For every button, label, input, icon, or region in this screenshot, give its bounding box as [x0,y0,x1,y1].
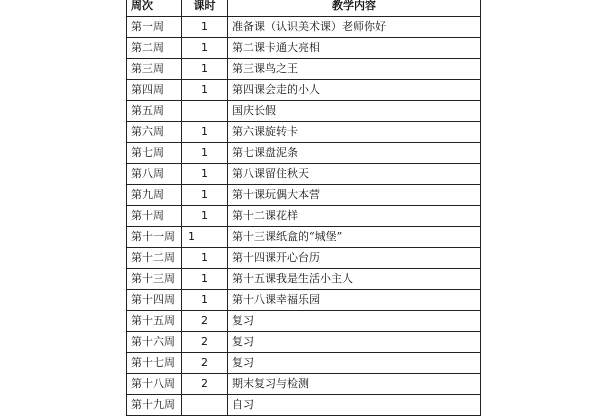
content-cell: 第十八课幸福乐园 [228,290,481,311]
week-cell: 第十三周 [127,269,182,290]
content-cell: 第三课鸟之王 [228,59,481,80]
content-cell: 第十三课纸盒的“城堡” [228,227,481,248]
week-cell: 第十八周 [127,374,182,395]
hours-cell: 2 [182,311,228,332]
table-row [127,17,481,38]
week-cell: 第十七周 [127,353,182,374]
table-header-row [127,0,481,17]
week-cell: 第一周 [127,17,182,38]
content-cell: 第四课会走的小人 [228,80,481,101]
hours-cell: 1 [182,80,228,101]
table-row [127,248,481,269]
table-row [127,59,481,80]
hours-cell: 1 [182,122,228,143]
hours-cell: 2 [182,332,228,353]
hours-cell: 2 [182,353,228,374]
header-hours: 课时 [182,0,228,17]
week-cell: 第八周 [127,164,182,185]
hours-cell: 1 [182,206,228,227]
week-cell: 第十五周 [127,311,182,332]
content-cell: 第十课玩偶大本营 [228,185,481,206]
hours-cell: 1 [182,143,228,164]
header-week: 周次 [127,0,182,17]
table-row [127,353,481,374]
hours-cell [182,101,228,122]
teaching-schedule-table [126,0,481,416]
week-cell: 第十二周 [127,248,182,269]
hours-cell: 1 [182,227,228,248]
content-cell: 第十五课我是生活小主人 [228,269,481,290]
table-row [127,269,481,290]
table-row [127,185,481,206]
hours-cell: 1 [182,59,228,80]
week-cell: 第十四周 [127,290,182,311]
content-cell: 第十四课开心台历 [228,248,481,269]
week-cell: 第六周 [127,122,182,143]
table-row [127,332,481,353]
table-row [127,38,481,59]
content-cell: 复习 [228,353,481,374]
hours-cell: 1 [182,185,228,206]
content-cell: 第二课卡通大亮相 [228,38,481,59]
content-cell: 复习 [228,311,481,332]
week-cell: 第七周 [127,143,182,164]
table-row [127,101,481,122]
hours-cell: 1 [182,164,228,185]
hours-cell: 1 [182,248,228,269]
week-cell: 第四周 [127,80,182,101]
content-cell: 第七课盘泥条 [228,143,481,164]
week-cell: 第三周 [127,59,182,80]
hours-cell: 1 [182,17,228,38]
content-cell: 第六课旋转卡 [228,122,481,143]
content-cell: 复习 [228,332,481,353]
week-cell: 第十周 [127,206,182,227]
table-row [127,227,481,248]
week-cell: 第九周 [127,185,182,206]
week-cell: 第二周 [127,38,182,59]
content-cell: 第十二课花样 [228,206,481,227]
hours-cell: 1 [182,38,228,59]
content-cell: 第八课留住秋天 [228,164,481,185]
table-row [127,374,481,395]
content-cell: 自习 [228,395,481,416]
week-cell: 第十九周 [127,395,182,416]
hours-cell: 2 [182,374,228,395]
table-row [127,290,481,311]
hours-cell [182,395,228,416]
hours-cell: 1 [182,290,228,311]
table-row [127,143,481,164]
table-row [127,164,481,185]
header-content: 教学内容 [228,0,481,17]
hours-cell: 1 [182,269,228,290]
table-row [127,395,481,416]
week-cell: 第十一周 [127,227,182,248]
table-row [127,122,481,143]
content-cell: 准备课（认识美术课）老师你好 [228,17,481,38]
content-cell: 国庆长假 [228,101,481,122]
table-row [127,80,481,101]
week-cell: 第十六周 [127,332,182,353]
week-cell: 第五周 [127,101,182,122]
content-cell: 期末复习与检测 [228,374,481,395]
table-row [127,206,481,227]
table-row [127,311,481,332]
